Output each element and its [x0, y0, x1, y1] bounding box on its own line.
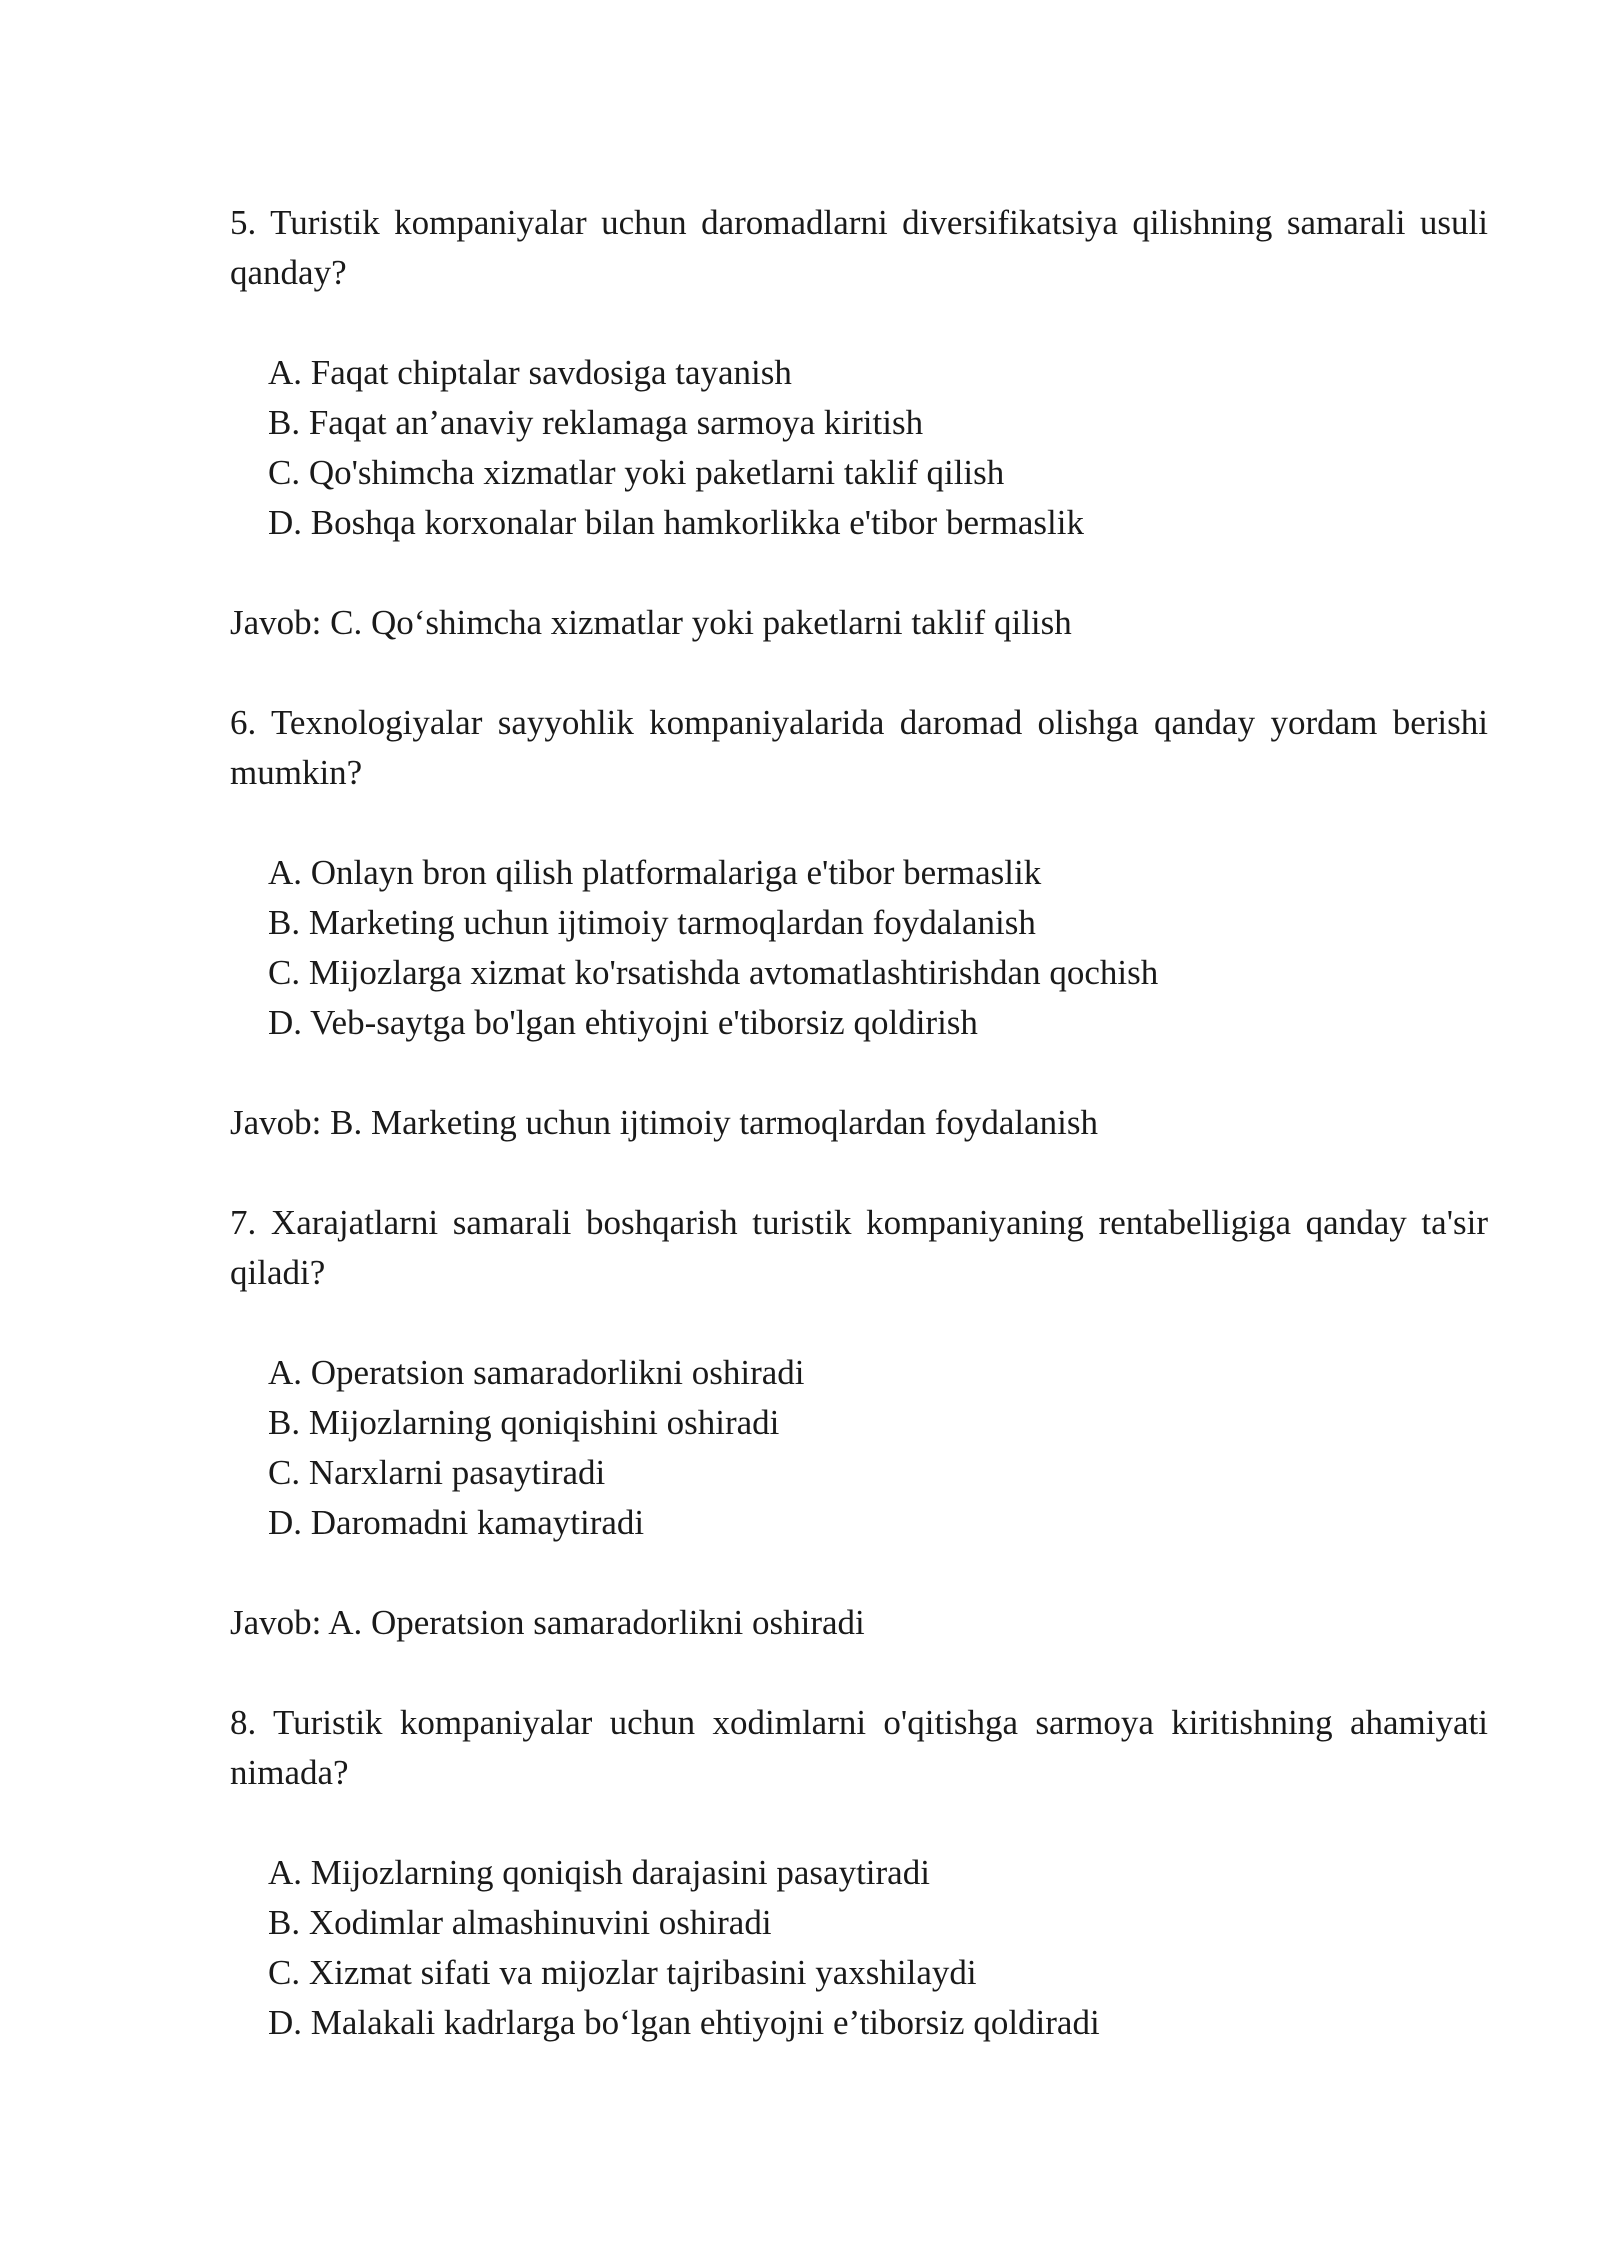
question-block-5 — [230, 198, 1488, 648]
options-list — [230, 348, 1488, 548]
option-b: B. Faqat an’anaviy reklamaga sarmoya kiritish — [268, 403, 924, 442]
option-a: A. Onlayn bron qilish platformalariga e'tibor bermaslik — [268, 853, 1042, 892]
question-text: 7. Xarajatlarni samarali boshqarish turistik kompaniyaning rentabelligiga qanday ta'sir qiladi? — [230, 1203, 1488, 1292]
option-c: C. Narxlarni pasaytiradi — [268, 1453, 606, 1492]
option-c: C. Xizmat sifati va mijozlar tajribasini yaxshilaydi — [268, 1953, 977, 1992]
option-d: D. Veb-saytga bo'lgan ehtiyojni e'tiborsiz qoldirish — [268, 1003, 978, 1042]
options-list — [230, 848, 1488, 1048]
question-text: 5. Turistik kompaniyalar uchun daromadlarni diversifikatsiya qilishning samarali usuli qanday? — [230, 203, 1488, 292]
answer-text: Javob: C. Qo‘shimcha xizmatlar yoki paketlarni taklif qilish — [230, 603, 1072, 642]
option-d: D. Daromadni kamaytiradi — [268, 1503, 645, 1542]
option-d: D. Malakali kadrlarga bo‘lgan ehtiyojni e’tiborsiz qoldiradi — [268, 2003, 1100, 2042]
option-c: C. Mijozlarga xizmat ko'rsatishda avtomatlashtirishdan qochish — [268, 953, 1159, 992]
options-list — [230, 1348, 1488, 1548]
option-a: A. Operatsion samaradorlikni oshiradi — [268, 1353, 805, 1392]
option-a: A. Faqat chiptalar savdosiga tayanish — [268, 353, 792, 392]
option-d: D. Boshqa korxonalar bilan hamkorlikka e'tibor bermaslik — [268, 503, 1084, 542]
option-c: C. Qo'shimcha xizmatlar yoki paketlarni taklif qilish — [268, 453, 1005, 492]
option-a: A. Mijozlarning qoniqish darajasini pasaytiradi — [268, 1853, 930, 1892]
options-list — [230, 1848, 1488, 2048]
document-page — [230, 198, 1488, 2048]
question-text: 6. Texnologiyalar sayyohlik kompaniyalarida daromad olishga qanday yordam berishi mumkin? — [230, 703, 1488, 792]
question-block-8 — [230, 1698, 1488, 2048]
option-b: B. Xodimlar almashinuvini oshiradi — [268, 1903, 772, 1942]
option-b: B. Mijozlarning qoniqishini oshiradi — [268, 1403, 780, 1442]
question-block-7 — [230, 1198, 1488, 1648]
answer-text: Javob: A. Operatsion samaradorlikni oshiradi — [230, 1603, 865, 1642]
option-b: B. Marketing uchun ijtimoiy tarmoqlardan foydalanish — [268, 903, 1036, 942]
question-text: 8. Turistik kompaniyalar uchun xodimlarni o'qitishga sarmoya kiritishning ahamiyati nimada? — [230, 1703, 1488, 1792]
question-block-6 — [230, 698, 1488, 1148]
answer-text: Javob: B. Marketing uchun ijtimoiy tarmoqlardan foydalanish — [230, 1103, 1099, 1142]
